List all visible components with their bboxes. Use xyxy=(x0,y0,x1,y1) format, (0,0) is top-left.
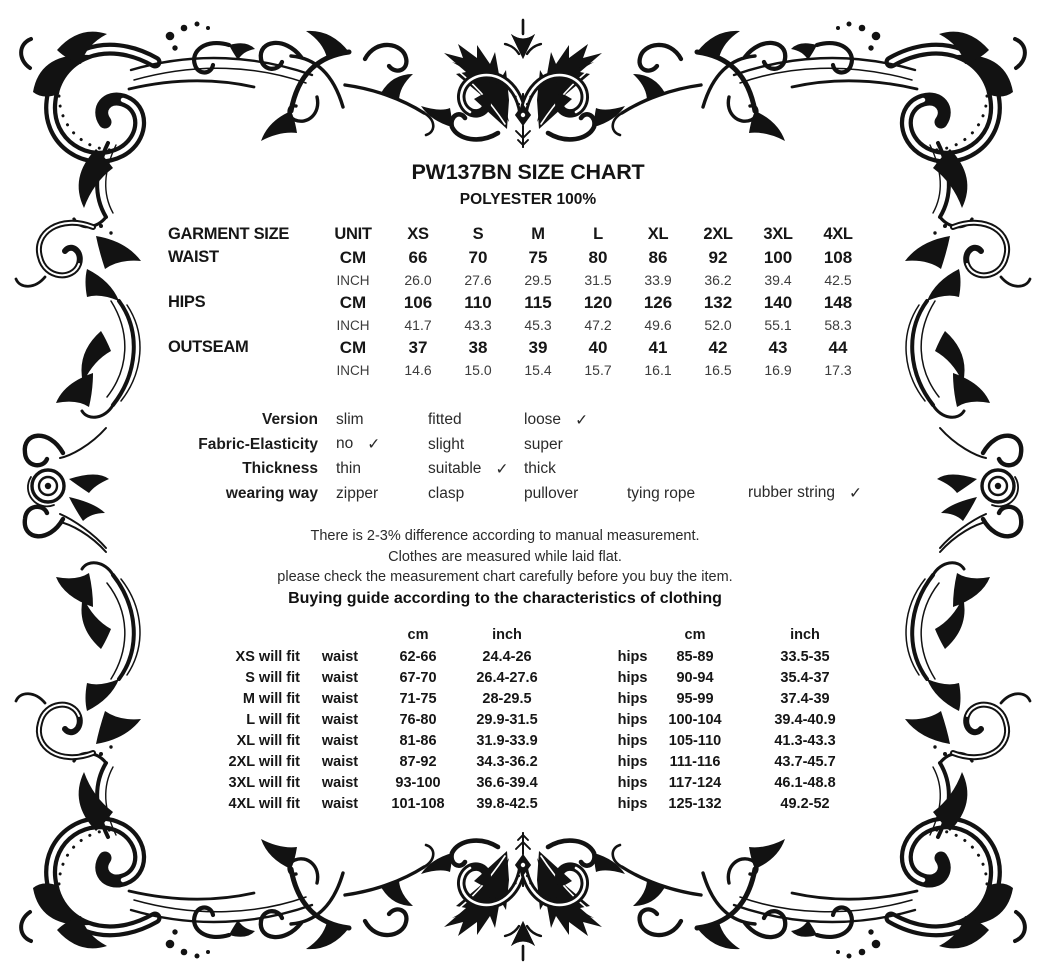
table-cell: 92 xyxy=(708,247,728,267)
attribute-option xyxy=(410,436,506,454)
table-cell: INCH xyxy=(336,362,370,378)
attribute-option-label: tying rope xyxy=(627,484,696,502)
table-cell: INCH xyxy=(336,317,370,333)
guide-cell: 24.4-26 xyxy=(482,648,532,665)
guide-cell: 28-29.5 xyxy=(482,690,532,707)
guide-cell: 37.4-39 xyxy=(780,690,830,707)
table-row xyxy=(168,270,868,292)
table-row xyxy=(168,360,868,382)
table-row xyxy=(168,222,868,246)
table-cell: 44 xyxy=(828,337,848,357)
guide-row xyxy=(180,772,875,793)
guide-header-cell: cm xyxy=(407,627,429,643)
attribute-label: wearing way xyxy=(225,484,318,502)
table-cell: 75 xyxy=(528,247,548,267)
attribute-label: Thickness xyxy=(242,460,318,478)
guide-cell: 105-110 xyxy=(668,732,722,749)
attribute-row xyxy=(120,408,920,433)
guide-cell: hips xyxy=(617,690,648,707)
table-cell: UNIT xyxy=(334,224,372,243)
attribute-option xyxy=(318,411,410,429)
attribute-option-label: slight xyxy=(428,435,465,453)
attribute-option xyxy=(410,411,506,429)
table-cell: 14.6 xyxy=(404,362,432,379)
guide-cell: 93-100 xyxy=(395,774,441,791)
table-cell: M xyxy=(531,224,545,243)
guide-cell: 46.1-48.8 xyxy=(774,774,836,791)
table-cell: 41.7 xyxy=(404,317,432,334)
guide-row xyxy=(180,730,875,751)
guide-cell: 39.8-42.5 xyxy=(476,795,538,812)
table-cell: 58.3 xyxy=(824,317,852,334)
attribute-option-label: zipper xyxy=(336,484,379,502)
attribute-label: Fabric-Elasticity xyxy=(198,435,318,453)
guide-cell: hips xyxy=(617,648,648,665)
attributes-table xyxy=(120,408,920,506)
attribute-option xyxy=(318,435,410,454)
guide-row xyxy=(180,793,875,814)
guide-cell: 111-116 xyxy=(669,753,721,770)
guide-cell: hips xyxy=(617,774,648,791)
guide-cell: 35.4-37 xyxy=(780,669,830,686)
guide-cell: 43.7-45.7 xyxy=(774,753,836,770)
attribute-option xyxy=(318,460,410,478)
guide-cell: hips xyxy=(617,795,648,812)
guide-cell: 49.2-52 xyxy=(780,795,830,812)
table-cell: 120 xyxy=(583,292,613,312)
guide-cell: 36.6-39.4 xyxy=(476,774,538,791)
table-cell: 42.5 xyxy=(824,272,852,289)
checkmark-icon: ✓ xyxy=(495,460,509,478)
table-cell: INCH xyxy=(336,272,370,288)
attribute-option-label: thin xyxy=(336,460,361,478)
guide-cell: 101-108 xyxy=(391,795,445,812)
table-cell: 108 xyxy=(823,247,853,267)
guide-cell: 39.4-40.9 xyxy=(774,711,836,728)
checkmark-icon: ✓ xyxy=(575,411,589,429)
attribute-option xyxy=(410,459,509,479)
attribute-row xyxy=(120,433,920,458)
table-cell: 106 xyxy=(403,292,433,312)
table-row xyxy=(168,291,868,315)
guide-cell: waist xyxy=(321,753,359,770)
table-cell: CM xyxy=(339,337,367,357)
attribute-option-label: thick xyxy=(524,460,556,478)
guide-cell: 31.9-33.9 xyxy=(476,732,538,749)
table-cell: XS xyxy=(407,224,429,243)
table-cell: 16.5 xyxy=(704,362,732,379)
table-cell: 3XL xyxy=(763,224,793,243)
table-cell: 100 xyxy=(763,247,793,267)
guide-cell: 76-80 xyxy=(399,711,437,728)
guide-cell: M will fit xyxy=(242,690,300,707)
table-cell: 16.9 xyxy=(764,362,792,379)
attribute-option xyxy=(318,485,410,503)
table-cell: 37 xyxy=(408,337,428,357)
guide-cell: 26.4-27.6 xyxy=(476,669,538,686)
attribute-option-label: fitted xyxy=(428,411,462,429)
guide-cell: waist xyxy=(321,795,359,812)
guide-cell: 3XL will fit xyxy=(228,774,300,791)
table-cell: 86 xyxy=(648,247,668,267)
table-cell: 26.0 xyxy=(404,272,432,289)
table-cell: 33.9 xyxy=(644,272,672,289)
guide-cell: L will fit xyxy=(246,711,300,728)
buying-guide-table xyxy=(180,624,875,814)
attribute-label: Version xyxy=(262,411,318,429)
guide-cell: 85-89 xyxy=(676,648,714,665)
attribute-option-label: loose xyxy=(524,410,562,428)
table-cell: 66 xyxy=(408,247,428,267)
attribute-option xyxy=(506,460,609,478)
guide-cell: 71-75 xyxy=(399,690,437,707)
table-cell: 43 xyxy=(768,337,788,357)
guide-cell: hips xyxy=(617,669,648,686)
table-row xyxy=(168,246,868,270)
guide-cell: 34.3-36.2 xyxy=(476,753,538,770)
guide-cell: 125-132 xyxy=(668,795,722,812)
attribute-option-label: clasp xyxy=(428,484,465,502)
table-cell: 29.5 xyxy=(524,272,552,289)
table-cell: 17.3 xyxy=(824,362,852,379)
table-cell: 49.6 xyxy=(644,317,672,334)
table-cell: 41 xyxy=(648,337,668,357)
attribute-row xyxy=(120,457,920,482)
guide-cell: hips xyxy=(617,711,648,728)
guide-cell: waist xyxy=(321,690,359,707)
table-cell: 110 xyxy=(464,292,492,312)
buying-guide-heading: Buying guide according to the characteristics of clothing xyxy=(288,589,722,607)
table-cell: S xyxy=(472,224,484,243)
guide-cell: 81-86 xyxy=(399,732,437,749)
table-cell: WAIST xyxy=(168,248,219,267)
guide-row xyxy=(180,688,875,709)
table-cell: OUTSEAM xyxy=(168,338,249,357)
table-cell: CM xyxy=(339,247,367,267)
page-title: PW137BN SIZE CHART xyxy=(411,160,645,184)
table-cell: 47.2 xyxy=(584,317,612,334)
table-cell: 52.0 xyxy=(704,317,732,334)
table-cell: 43.3 xyxy=(464,317,492,334)
guide-row xyxy=(180,709,875,730)
attribute-option xyxy=(410,485,506,503)
table-cell: XL xyxy=(647,224,669,243)
guide-cell: waist xyxy=(321,711,359,728)
table-row xyxy=(168,336,868,360)
guide-cell: 100-104 xyxy=(668,711,722,728)
guide-cell: waist xyxy=(321,774,359,791)
guide-cell: S will fit xyxy=(245,669,300,686)
table-cell: 31.5 xyxy=(584,272,612,289)
guide-cell: 95-99 xyxy=(676,690,714,707)
guide-cell: 41.3-43.3 xyxy=(774,732,836,749)
guide-cell: 2XL will fit xyxy=(228,753,300,770)
guide-cell: 33.5-35 xyxy=(780,648,830,665)
table-cell: 38 xyxy=(468,337,488,357)
attribute-option xyxy=(506,411,609,430)
note-line-1: There is 2-3% difference according to manual measurement. xyxy=(310,528,700,544)
table-row xyxy=(168,315,868,337)
attribute-option xyxy=(506,436,609,454)
guide-header-cell: cm xyxy=(684,627,706,643)
note-line-2: Clothes are measured while laid flat. xyxy=(388,548,622,565)
table-cell: 42 xyxy=(708,337,728,357)
guide-cell: 67-70 xyxy=(399,669,437,686)
table-cell: 45.3 xyxy=(524,317,552,334)
guide-header-cell: inch xyxy=(492,627,522,643)
guide-header-row xyxy=(180,624,875,646)
guide-cell: XL will fit xyxy=(236,732,300,749)
table-cell: 2XL xyxy=(703,224,733,243)
guide-cell: 87-92 xyxy=(399,753,437,770)
table-cell: GARMENT SIZE xyxy=(168,224,290,243)
measurement-notes xyxy=(130,526,880,610)
table-cell: 115 xyxy=(524,292,552,312)
table-cell: 39.4 xyxy=(764,272,792,289)
guide-cell: XS will fit xyxy=(235,648,300,665)
table-cell: 36.2 xyxy=(704,272,732,289)
attribute-option xyxy=(609,485,730,503)
guide-header-cell: inch xyxy=(790,627,820,643)
note-line-3: please check the measurement chart carefully before you buy the item. xyxy=(277,569,733,585)
guide-row xyxy=(180,646,875,667)
attribute-option-label: rubber string xyxy=(748,484,836,502)
guide-cell: 117-124 xyxy=(668,774,722,791)
table-cell: 15.4 xyxy=(524,362,552,379)
guide-cell: waist xyxy=(321,648,359,665)
attribute-option-label: no xyxy=(336,435,354,453)
attribute-option xyxy=(506,485,609,503)
table-cell: 39 xyxy=(528,337,548,357)
guide-row xyxy=(180,751,875,772)
material-subtitle: POLYESTER 100% xyxy=(459,191,597,208)
checkmark-icon: ✓ xyxy=(367,436,381,454)
table-cell: 55.1 xyxy=(764,317,792,334)
guide-cell: hips xyxy=(617,753,648,770)
size-table xyxy=(168,222,868,381)
table-cell: L xyxy=(593,224,603,243)
guide-row xyxy=(180,667,875,688)
table-cell: 70 xyxy=(468,247,488,267)
guide-cell: 90-94 xyxy=(676,669,714,686)
table-cell: 27.6 xyxy=(464,272,492,289)
table-cell: 16.1 xyxy=(644,362,672,379)
guide-cell: hips xyxy=(617,732,648,749)
guide-cell: 4XL will fit xyxy=(228,795,300,812)
table-cell: 148 xyxy=(823,292,853,312)
guide-cell: waist xyxy=(321,732,359,749)
attribute-option-label: super xyxy=(524,435,563,453)
attribute-option-label: slim xyxy=(336,411,364,429)
table-cell: 132 xyxy=(703,292,733,312)
attribute-option-label: pullover xyxy=(524,484,579,502)
table-cell: 40 xyxy=(588,337,608,357)
table-cell: HIPS xyxy=(168,293,206,312)
guide-cell: waist xyxy=(321,669,359,686)
table-cell: 4XL xyxy=(823,224,853,243)
attribute-option xyxy=(730,484,862,503)
attribute-option-label: suitable xyxy=(428,459,482,477)
guide-cell: 29.9-31.5 xyxy=(476,711,538,728)
checkmark-icon: ✓ xyxy=(849,485,863,503)
table-cell: 15.0 xyxy=(464,362,492,379)
table-cell: 80 xyxy=(588,247,608,267)
attribute-row xyxy=(120,482,920,507)
table-cell: CM xyxy=(339,292,367,312)
table-cell: 126 xyxy=(643,292,673,312)
guide-cell: 62-66 xyxy=(399,648,437,665)
table-cell: 140 xyxy=(763,292,793,312)
table-cell: 15.7 xyxy=(584,362,612,379)
